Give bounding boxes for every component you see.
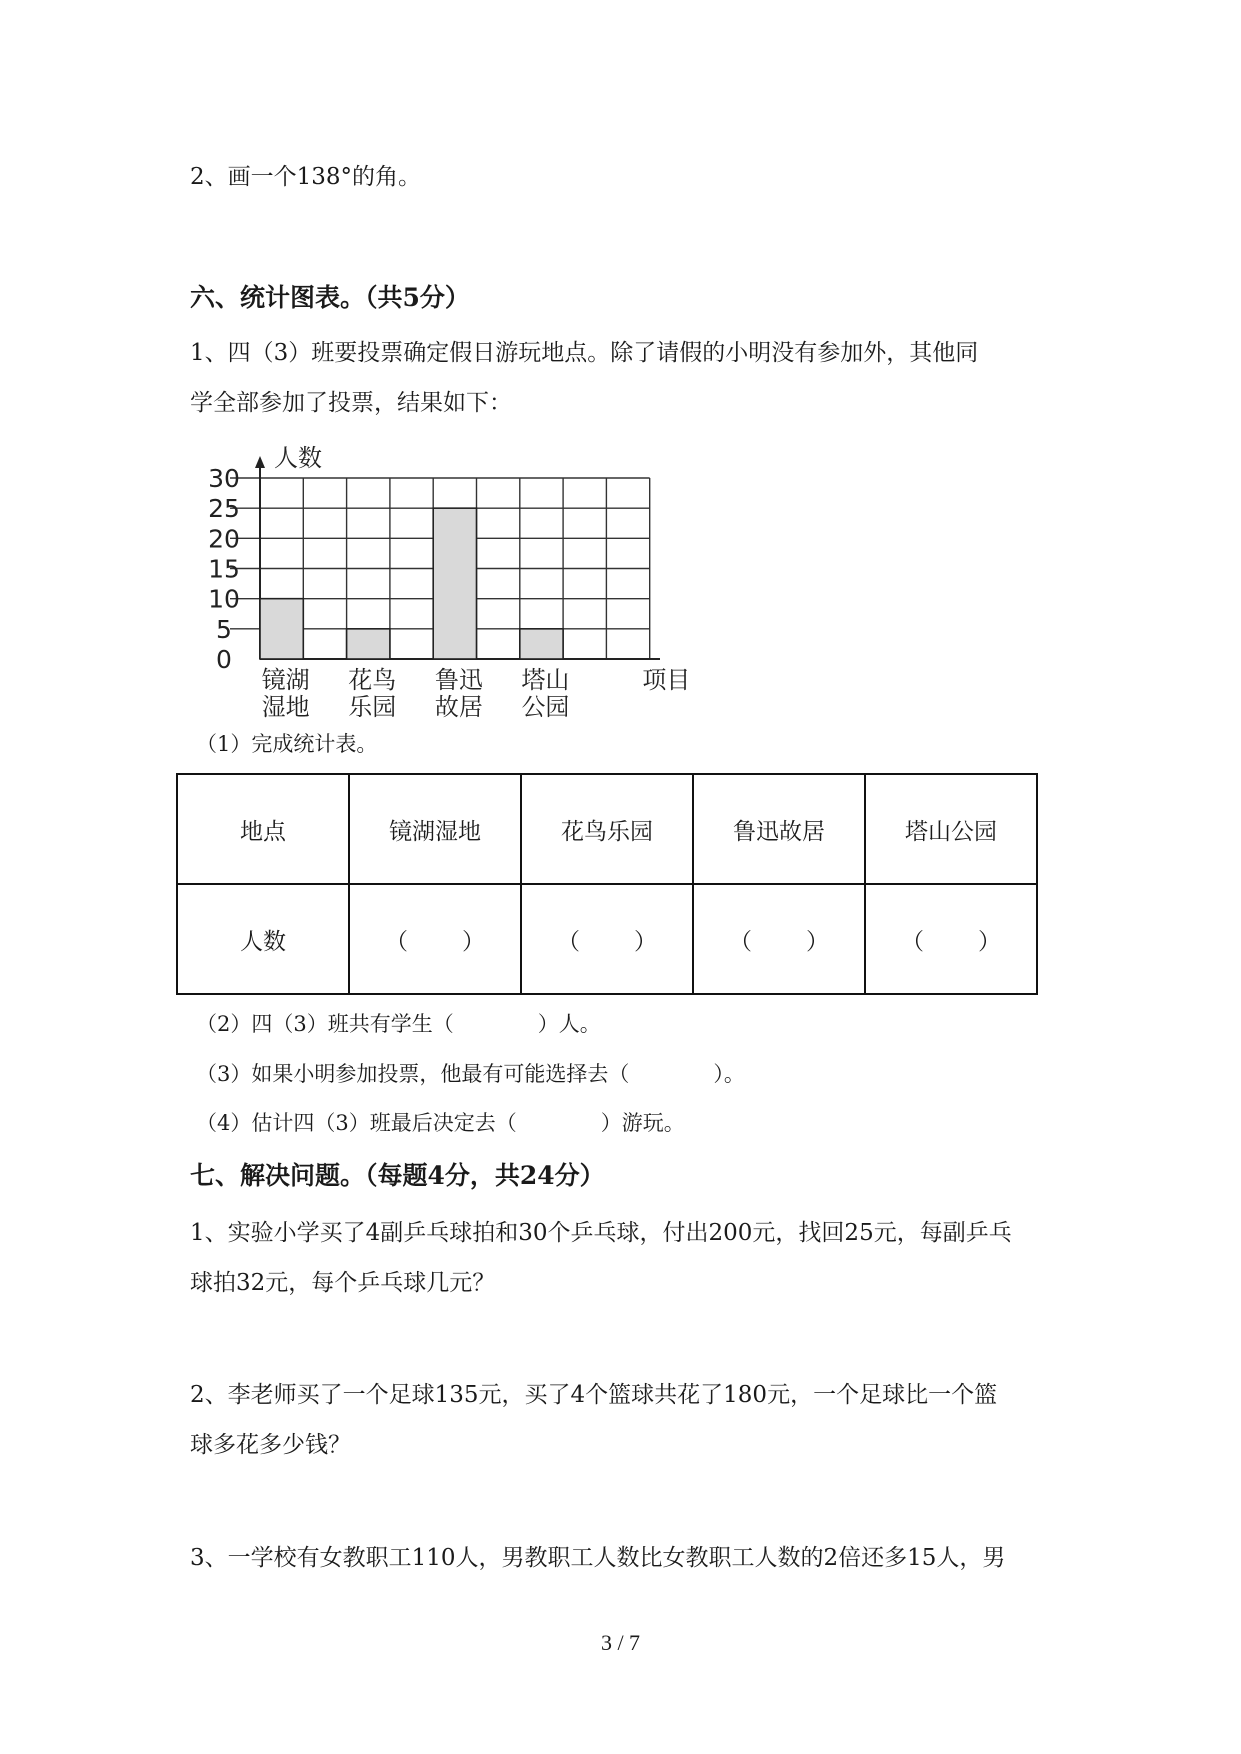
section7-q2-line1: 2、李老师买了一个足球135元，买了4个篮球共花了180元，一个足球比一个篮 <box>190 1382 998 1408</box>
section7-q1-line1: 1、实验小学买了4副乒乓球拍和30个乒乓球，付出200元，找回25元，每副乒乓 <box>190 1220 1012 1246</box>
table-row <box>177 884 1037 994</box>
vote-bar-chart <box>200 428 720 728</box>
paren-close: ） <box>806 928 829 955</box>
section7-title: 七、解决问题。（每题4分，共24分） <box>190 1161 605 1190</box>
paren-open: （ <box>901 928 924 955</box>
answer-blank[interactable] <box>521 884 693 994</box>
table-cell: 塔山公园 <box>865 774 1037 884</box>
section7-q3-line1: 3、一学校有女教职工110人，男教职工人数比女教职工人数的2倍还多15人，男 <box>190 1545 1006 1571</box>
x-tick-label: 花鸟 <box>348 666 397 694</box>
table-cell: 镜湖湿地 <box>349 774 521 884</box>
x-tick-label: 故居 <box>434 693 483 721</box>
paren-close: ） <box>462 928 485 955</box>
y-tick-label: 0 <box>216 645 232 674</box>
paren-open: （ <box>385 928 408 955</box>
table-header-row <box>177 774 1037 884</box>
y-tick-label: 25 <box>208 494 240 524</box>
sub-question-4: （4）估计四（3）班最后决定去（ ）游玩。 <box>196 1111 685 1135</box>
x-axis-label: 项目 <box>642 666 691 694</box>
section7-q2-line2: 球多花多少钱？ <box>190 1432 351 1458</box>
sub-question-3: （3）如果小明参加投票，他最有可能选择去（ ）。 <box>196 1062 745 1086</box>
paren-close: ） <box>634 928 657 955</box>
y-axis-label: 人数 <box>274 444 322 472</box>
x-tick-label: 鲁迅 <box>434 666 483 694</box>
bar <box>260 599 303 659</box>
bar <box>347 629 390 659</box>
y-tick-label: 10 <box>208 584 240 614</box>
sub-question-1: （1）完成统计表。 <box>196 732 378 756</box>
section6-q1-line2: 学全部参加了投票，结果如下： <box>190 390 512 416</box>
statistics-table <box>176 773 1038 995</box>
y-tick-label: 30 <box>208 464 240 493</box>
section6-title: 六、统计图表。（共5分） <box>190 283 470 312</box>
sub-question-2: （2）四（3）班共有学生（ ）人。 <box>196 1012 601 1036</box>
y-axis-arrow <box>255 456 265 468</box>
y-tick-label: 5 <box>216 614 232 644</box>
section7-q1-line2: 球拍32元，每个乒乓球几元？ <box>190 1270 496 1296</box>
x-tick-label: 湿地 <box>261 693 310 721</box>
x-tick-label: 乐园 <box>348 693 397 721</box>
bar <box>520 629 563 659</box>
page-number: 3 / 7 <box>600 1630 641 1655</box>
paren-close: ） <box>978 928 1001 955</box>
answer-blank[interactable] <box>865 884 1037 994</box>
section6-q1-line1: 1、四（3）班要投票确定假日游玩地点。除了请假的小明没有参加外，其他同 <box>190 340 979 366</box>
answer-blank[interactable] <box>693 884 865 994</box>
answer-blank[interactable] <box>349 884 521 994</box>
x-tick-label: 镜湖 <box>261 666 310 694</box>
paren-open: （ <box>729 928 752 955</box>
table-cell: 地点 <box>177 774 349 884</box>
table-cell: 鲁迅故居 <box>693 774 865 884</box>
table-cell: 花鸟乐园 <box>521 774 693 884</box>
y-tick-label: 20 <box>208 524 240 554</box>
y-tick-label: 15 <box>208 554 240 584</box>
bar <box>433 508 476 659</box>
table-row-label: 人数 <box>177 884 349 994</box>
question-draw-angle: 2、画一个138°的角。 <box>190 164 422 190</box>
x-tick-label: 公园 <box>521 693 570 721</box>
paren-open: （ <box>557 928 580 955</box>
x-tick-label: 塔山 <box>521 666 570 694</box>
